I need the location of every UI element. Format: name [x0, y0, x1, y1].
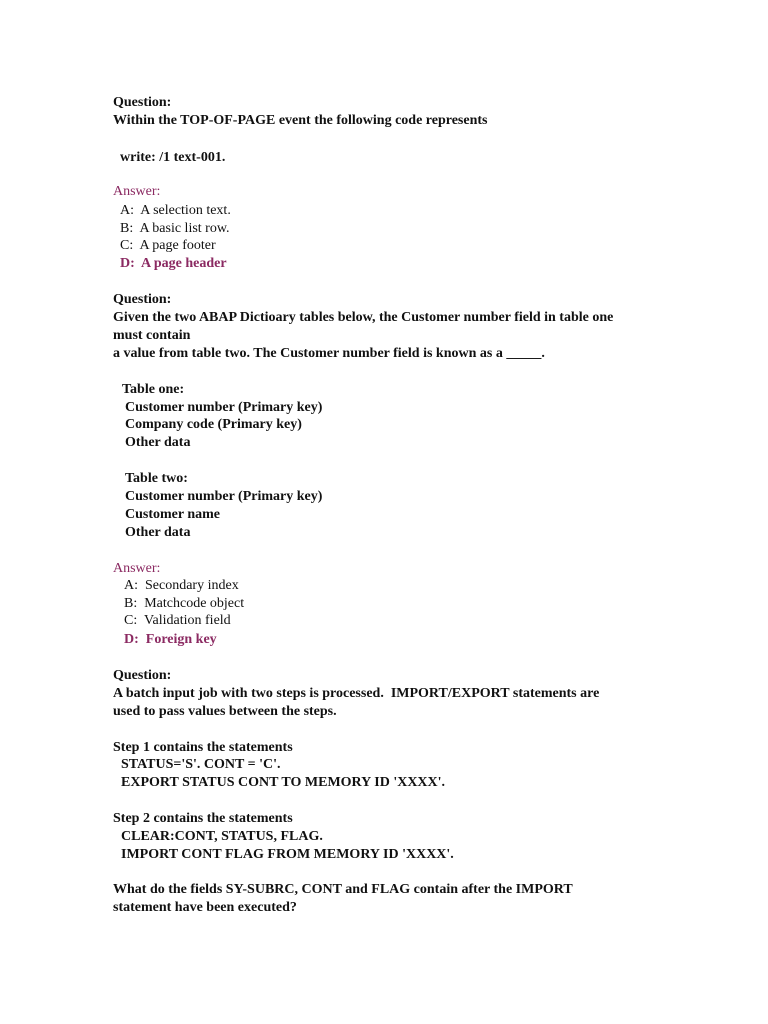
q2-option-a: A: Secondary index — [124, 578, 239, 593]
q2-text-line: Given the two ABAP Dictioary tables below, the Customer number field in table one — [113, 310, 614, 325]
q3-text-line: A batch input job with two steps is processed. IMPORT/EXPORT statements are — [113, 686, 600, 701]
table-two-title: Table two: — [125, 471, 188, 486]
q2-answer-label: Answer: — [113, 561, 161, 576]
step1-title: Step 1 contains the statements — [113, 740, 293, 755]
step1-line: EXPORT STATUS CONT TO MEMORY ID 'XXXX'. — [121, 775, 446, 790]
step2-line: IMPORT CONT FLAG FROM MEMORY ID 'XXXX'. — [121, 847, 454, 862]
q1-answer-label: Answer: — [113, 184, 161, 199]
table-two-row: Other data — [125, 525, 191, 540]
q1-heading: Question: — [113, 95, 172, 110]
table-one-row: Company code (Primary key) — [125, 417, 302, 432]
q2-option-b: B: Matchcode object — [124, 596, 245, 611]
q3-heading: Question: — [113, 668, 172, 683]
q2-option-c: C: Validation field — [124, 613, 231, 628]
table-two-row: Customer number (Primary key) — [125, 489, 323, 504]
q3-final-line: statement have been executed? — [113, 900, 297, 915]
table-one-row: Other data — [125, 435, 191, 450]
q1-option-a: A: A selection text. — [120, 203, 231, 218]
q2-option-d-correct: D: Foreign key — [124, 632, 217, 647]
q2-text-line: a value from table two. The Customer number field is known as a _____. — [113, 346, 545, 361]
table-one-title: Table one: — [122, 382, 185, 397]
table-two-row: Customer name — [125, 507, 221, 522]
step1-line: STATUS='S'. CONT = 'C'. — [121, 757, 281, 772]
q1-option-c: C: A page footer — [120, 238, 216, 253]
q1-code: write: /1 text-001. — [120, 150, 226, 165]
q3-final-line: What do the fields SY-SUBRC, CONT and FLAG contain after the IMPORT — [113, 882, 573, 897]
table-one-row: Customer number (Primary key) — [125, 400, 323, 415]
step2-title: Step 2 contains the statements — [113, 811, 293, 826]
q1-option-d-correct: D: A page header — [120, 256, 227, 271]
q2-text-line: must contain — [113, 328, 191, 343]
q1-text: Within the TOP-OF-PAGE event the following code represents — [113, 113, 488, 128]
step2-line: CLEAR:CONT, STATUS, FLAG. — [121, 829, 323, 844]
q3-text-line: used to pass values between the steps. — [113, 704, 337, 719]
q2-heading: Question: — [113, 292, 172, 307]
q1-option-b: B: A basic list row. — [120, 221, 230, 236]
